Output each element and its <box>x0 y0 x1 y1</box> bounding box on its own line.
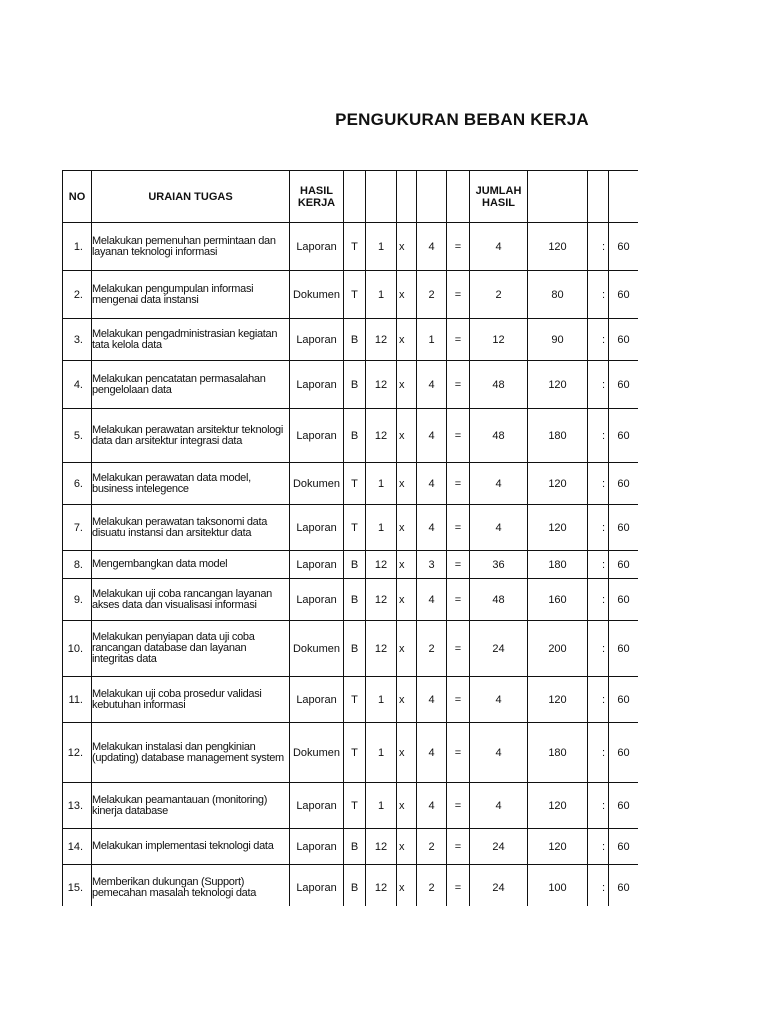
period-code: T <box>344 463 366 505</box>
multiply-sign: x <box>397 677 417 723</box>
table-row <box>63 829 639 865</box>
ratio-sign: : <box>588 677 609 723</box>
work-output: Dokumen <box>290 621 344 677</box>
multiply-sign: x <box>397 783 417 829</box>
ratio-sign: : <box>588 463 609 505</box>
ratio-sign: : <box>588 621 609 677</box>
total-output: 4 <box>470 463 528 505</box>
header-empty <box>588 171 609 223</box>
table-row <box>63 505 639 551</box>
minutes-per-hour: 60 <box>609 677 639 723</box>
equals-sign: = <box>447 621 470 677</box>
total-output: 48 <box>470 361 528 409</box>
header-no: NO <box>63 171 92 223</box>
period-code: T <box>344 271 366 319</box>
period-code: T <box>344 723 366 783</box>
time-minutes: 120 <box>528 463 588 505</box>
row-number: 6. <box>63 463 92 505</box>
frequency: 4 <box>417 463 447 505</box>
equals-sign: = <box>447 361 470 409</box>
task-description: Melakukan pemenuhan permintaan dan layanan teknologi informasi <box>92 223 290 271</box>
task-description: Melakukan peamantauan (monitoring) kinerja database <box>92 783 290 829</box>
task-description: Melakukan implementasi teknologi data <box>92 829 290 865</box>
frequency: 2 <box>417 829 447 865</box>
work-output: Dokumen <box>290 723 344 783</box>
work-output: Dokumen <box>290 271 344 319</box>
period-code: B <box>344 409 366 463</box>
table-row <box>63 223 639 271</box>
equals-sign: = <box>447 223 470 271</box>
total-output: 36 <box>470 551 528 579</box>
multiply-sign: x <box>397 319 417 361</box>
minutes-per-hour: 60 <box>609 579 639 621</box>
time-minutes: 120 <box>528 361 588 409</box>
table-row <box>63 621 639 677</box>
volume: 12 <box>366 829 397 865</box>
minutes-per-hour: 60 <box>609 829 639 865</box>
header-empty <box>609 171 639 223</box>
volume: 12 <box>366 409 397 463</box>
row-number: 11. <box>63 677 92 723</box>
period-code: T <box>344 783 366 829</box>
frequency: 4 <box>417 677 447 723</box>
multiply-sign: x <box>397 829 417 865</box>
ratio-sign: : <box>588 361 609 409</box>
total-output: 4 <box>470 677 528 723</box>
header-empty <box>417 171 447 223</box>
frequency: 4 <box>417 723 447 783</box>
time-minutes: 100 <box>528 865 588 907</box>
header-jumlah-hasil: JUMLAH HASIL <box>470 171 528 223</box>
frequency: 2 <box>417 865 447 907</box>
equals-sign: = <box>447 723 470 783</box>
row-number: 5. <box>63 409 92 463</box>
multiply-sign: x <box>397 579 417 621</box>
volume: 12 <box>366 319 397 361</box>
total-output: 2 <box>470 271 528 319</box>
work-output: Laporan <box>290 319 344 361</box>
table-row <box>63 783 639 829</box>
row-number: 7. <box>63 505 92 551</box>
table-row <box>63 463 639 505</box>
header-empty <box>344 171 366 223</box>
minutes-per-hour: 60 <box>609 223 639 271</box>
volume: 12 <box>366 865 397 907</box>
ratio-sign: : <box>588 783 609 829</box>
work-output: Laporan <box>290 505 344 551</box>
multiply-sign: x <box>397 505 417 551</box>
minutes-per-hour: 60 <box>609 865 639 907</box>
work-output: Laporan <box>290 579 344 621</box>
task-description: Melakukan pengadministrasian kegiatan tata kelola data <box>92 319 290 361</box>
equals-sign: = <box>447 463 470 505</box>
time-minutes: 120 <box>528 829 588 865</box>
time-minutes: 180 <box>528 723 588 783</box>
row-number: 13. <box>63 783 92 829</box>
minutes-per-hour: 60 <box>609 409 639 463</box>
table-header-row <box>63 171 639 223</box>
work-output: Laporan <box>290 829 344 865</box>
time-minutes: 120 <box>528 505 588 551</box>
table-row <box>63 677 639 723</box>
volume: 1 <box>366 463 397 505</box>
frequency: 1 <box>417 319 447 361</box>
volume: 1 <box>366 783 397 829</box>
task-description: Melakukan uji coba prosedur validasi kebutuhan informasi <box>92 677 290 723</box>
frequency: 4 <box>417 783 447 829</box>
total-output: 4 <box>470 723 528 783</box>
frequency: 4 <box>417 223 447 271</box>
work-output: Laporan <box>290 865 344 907</box>
row-number: 8. <box>63 551 92 579</box>
minutes-per-hour: 60 <box>609 361 639 409</box>
equals-sign: = <box>447 829 470 865</box>
total-output: 24 <box>470 865 528 907</box>
volume: 12 <box>366 621 397 677</box>
task-description: Mengembangkan data model <box>92 551 290 579</box>
time-minutes: 120 <box>528 223 588 271</box>
multiply-sign: x <box>397 409 417 463</box>
task-description: Melakukan pengumpulan informasi mengenai data instansi <box>92 271 290 319</box>
minutes-per-hour: 60 <box>609 551 639 579</box>
time-minutes: 180 <box>528 409 588 463</box>
equals-sign: = <box>447 505 470 551</box>
multiply-sign: x <box>397 223 417 271</box>
task-description: Melakukan instalasi dan pengkinian (updating) database management system <box>92 723 290 783</box>
row-number: 12. <box>63 723 92 783</box>
time-minutes: 90 <box>528 319 588 361</box>
table-row <box>63 319 639 361</box>
row-number: 3. <box>63 319 92 361</box>
ratio-sign: : <box>588 551 609 579</box>
work-output: Laporan <box>290 361 344 409</box>
multiply-sign: x <box>397 551 417 579</box>
total-output: 4 <box>470 223 528 271</box>
total-output: 4 <box>470 505 528 551</box>
ratio-sign: : <box>588 865 609 907</box>
workload-table <box>62 170 638 906</box>
multiply-sign: x <box>397 361 417 409</box>
header-hasil-kerja: HASIL KERJA <box>290 171 344 223</box>
task-description: Memberikan dukungan (Support) pemecahan masalah teknologi data <box>92 865 290 907</box>
sheet-viewport <box>62 170 638 906</box>
period-code: T <box>344 505 366 551</box>
minutes-per-hour: 60 <box>609 723 639 783</box>
table-row <box>63 551 639 579</box>
header-uraian-tugas: URAIAN TUGAS <box>92 171 290 223</box>
task-description: Melakukan pencatatan permasalahan pengelolaan data <box>92 361 290 409</box>
multiply-sign: x <box>397 865 417 907</box>
table-row <box>63 723 639 783</box>
volume: 1 <box>366 223 397 271</box>
equals-sign: = <box>447 271 470 319</box>
multiply-sign: x <box>397 463 417 505</box>
total-output: 12 <box>470 319 528 361</box>
work-output: Dokumen <box>290 463 344 505</box>
time-minutes: 160 <box>528 579 588 621</box>
minutes-per-hour: 60 <box>609 463 639 505</box>
period-code: B <box>344 319 366 361</box>
ratio-sign: : <box>588 409 609 463</box>
frequency: 4 <box>417 579 447 621</box>
equals-sign: = <box>447 409 470 463</box>
multiply-sign: x <box>397 271 417 319</box>
frequency: 2 <box>417 621 447 677</box>
multiply-sign: x <box>397 723 417 783</box>
task-description: Melakukan perawatan arsitektur teknologi data dan arsitektur integrasi data <box>92 409 290 463</box>
task-description: Melakukan perawatan taksonomi data disuatu instansi dan arsitektur data <box>92 505 290 551</box>
row-number: 2. <box>63 271 92 319</box>
period-code: T <box>344 223 366 271</box>
period-code: B <box>344 579 366 621</box>
ratio-sign: : <box>588 271 609 319</box>
frequency: 4 <box>417 409 447 463</box>
period-code: B <box>344 551 366 579</box>
table-row <box>63 271 639 319</box>
ratio-sign: : <box>588 319 609 361</box>
work-output: Laporan <box>290 783 344 829</box>
period-code: T <box>344 677 366 723</box>
volume: 1 <box>366 677 397 723</box>
time-minutes: 200 <box>528 621 588 677</box>
equals-sign: = <box>447 783 470 829</box>
work-output: Laporan <box>290 677 344 723</box>
minutes-per-hour: 60 <box>609 621 639 677</box>
minutes-per-hour: 60 <box>609 319 639 361</box>
multiply-sign: x <box>397 621 417 677</box>
time-minutes: 120 <box>528 783 588 829</box>
header-empty <box>397 171 417 223</box>
work-output: Laporan <box>290 223 344 271</box>
row-number: 1. <box>63 223 92 271</box>
time-minutes: 120 <box>528 677 588 723</box>
volume: 1 <box>366 505 397 551</box>
volume: 12 <box>366 361 397 409</box>
ratio-sign: : <box>588 505 609 551</box>
table-row <box>63 361 639 409</box>
total-output: 48 <box>470 579 528 621</box>
time-minutes: 180 <box>528 551 588 579</box>
row-number: 9. <box>63 579 92 621</box>
row-number: 4. <box>63 361 92 409</box>
row-number: 14. <box>63 829 92 865</box>
volume: 12 <box>366 551 397 579</box>
work-output: Laporan <box>290 551 344 579</box>
row-number: 15. <box>63 865 92 907</box>
ratio-sign: : <box>588 579 609 621</box>
total-output: 24 <box>470 829 528 865</box>
time-minutes: 80 <box>528 271 588 319</box>
equals-sign: = <box>447 551 470 579</box>
total-output: 48 <box>470 409 528 463</box>
header-empty <box>528 171 588 223</box>
page-title: PENGUKURAN BEBAN KERJA <box>335 110 589 129</box>
frequency: 3 <box>417 551 447 579</box>
table-row <box>63 865 639 907</box>
total-output: 24 <box>470 621 528 677</box>
row-number: 10. <box>63 621 92 677</box>
task-description: Melakukan penyiapan data uji coba rancangan database dan layanan integritas data <box>92 621 290 677</box>
volume: 12 <box>366 579 397 621</box>
header-empty <box>447 171 470 223</box>
volume: 1 <box>366 271 397 319</box>
ratio-sign: : <box>588 223 609 271</box>
period-code: B <box>344 621 366 677</box>
minutes-per-hour: 60 <box>609 505 639 551</box>
period-code: B <box>344 361 366 409</box>
work-output: Laporan <box>290 409 344 463</box>
period-code: B <box>344 865 366 907</box>
frequency: 4 <box>417 361 447 409</box>
frequency: 2 <box>417 271 447 319</box>
table-row <box>63 579 639 621</box>
ratio-sign: : <box>588 723 609 783</box>
task-description: Melakukan uji coba rancangan layanan akses data dan visualisasi informasi <box>92 579 290 621</box>
equals-sign: = <box>447 865 470 907</box>
equals-sign: = <box>447 319 470 361</box>
minutes-per-hour: 60 <box>609 783 639 829</box>
header-empty <box>366 171 397 223</box>
volume: 1 <box>366 723 397 783</box>
equals-sign: = <box>447 677 470 723</box>
period-code: B <box>344 829 366 865</box>
minutes-per-hour: 60 <box>609 271 639 319</box>
total-output: 4 <box>470 783 528 829</box>
frequency: 4 <box>417 505 447 551</box>
equals-sign: = <box>447 579 470 621</box>
ratio-sign: : <box>588 829 609 865</box>
task-description: Melakukan perawatan data model, business intelegence <box>92 463 290 505</box>
table-row <box>63 409 639 463</box>
